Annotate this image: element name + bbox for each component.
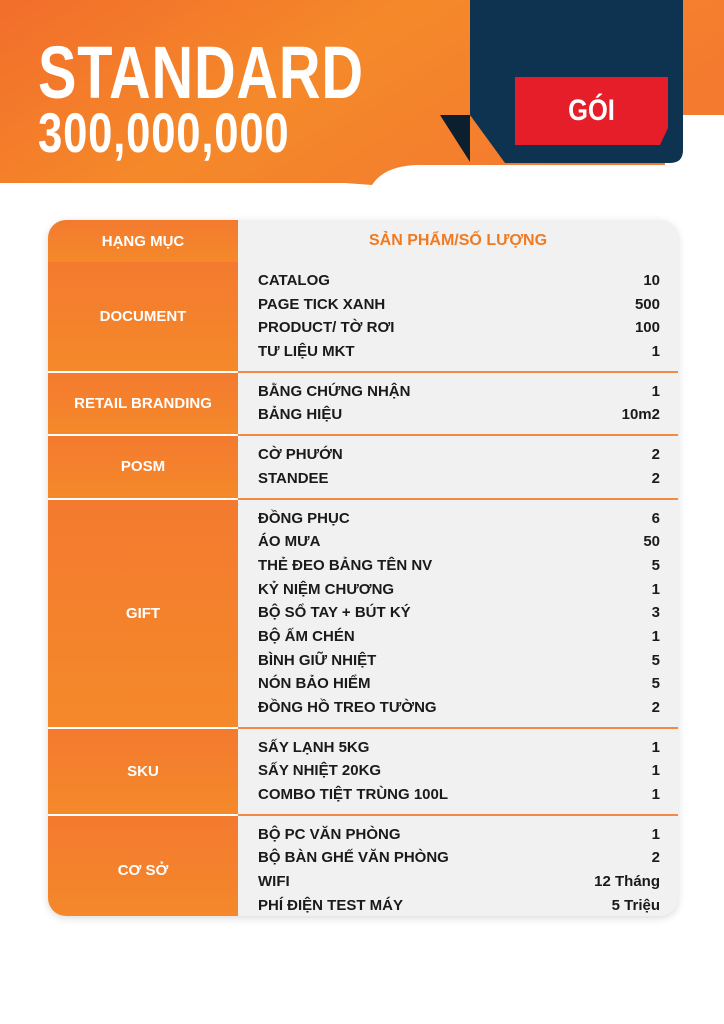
list-item: [258, 340, 660, 364]
list-item: [258, 783, 660, 807]
item-name: BỘ PC VĂN PHÒNG: [258, 825, 401, 843]
list-item: [258, 467, 660, 491]
item-name: BỘ ẤM CHÉN: [258, 627, 355, 645]
category-cell: CƠ SỞ: [48, 814, 238, 916]
item-name: BẢNG HIỆU: [258, 406, 343, 424]
list-item: [258, 269, 660, 293]
item-name: SẤY LẠNH 5KG: [258, 738, 370, 756]
list-item: [258, 293, 660, 317]
item-qty: 2: [651, 699, 660, 716]
package-table: [48, 220, 678, 916]
item-qty: 5 Triệu: [611, 896, 660, 914]
list-item: [258, 601, 660, 625]
item-name: SẤY NHIỆT 20KG: [258, 762, 382, 780]
item-name: CỜ PHƯỚN: [258, 446, 343, 464]
items-cell: [238, 262, 678, 371]
column-header-product: SẢN PHẨM/SỐ LƯỢNG: [368, 232, 548, 249]
category-cell: RETAIL BRANDING: [48, 371, 238, 434]
table-section: [48, 434, 678, 497]
item-qty: 1: [651, 762, 660, 780]
item-qty: 1: [651, 738, 660, 756]
package-badge: [515, 77, 668, 145]
table-section: [48, 814, 678, 916]
table-header: [48, 220, 678, 262]
item-qty: 12 Tháng: [594, 873, 660, 891]
category-cell: DOCUMENT: [48, 262, 238, 371]
list-item: [258, 507, 660, 531]
item-qty: 100: [634, 319, 660, 337]
category-cell: POSM: [48, 434, 238, 497]
table-section: [48, 371, 678, 434]
items-cell: [238, 373, 678, 434]
items-cell: [238, 816, 678, 916]
header-banner: [0, 0, 724, 190]
item-name: ĐỒNG HỒ TREO TƯỜNG: [258, 699, 437, 716]
item-qty: 5: [651, 675, 660, 693]
list-item: [258, 625, 660, 649]
items-cell: [238, 436, 678, 497]
item-qty: 1: [651, 825, 660, 843]
category-cell: SKU: [48, 727, 238, 814]
list-item: [258, 578, 660, 602]
item-qty: 500: [634, 295, 660, 313]
item-qty: 50: [643, 533, 660, 551]
table-section: [48, 262, 678, 371]
list-item: [258, 403, 660, 427]
item-name: PAGE TICK XANH: [258, 295, 386, 313]
item-qty: 2: [651, 446, 660, 464]
list-item: [258, 759, 660, 783]
item-qty: 1: [651, 343, 660, 361]
item-name: ĐỒNG PHỤC: [258, 509, 350, 527]
list-item: [258, 316, 660, 340]
item-name: KỶ NIỆM CHƯƠNG: [258, 580, 395, 598]
item-name: NÓN BẢO HIỂM: [258, 675, 371, 693]
package-price: 300,000,000: [38, 101, 290, 164]
item-name: WIFI: [258, 873, 290, 891]
item-qty: 1: [651, 786, 660, 804]
package-title: STANDARD: [38, 31, 364, 114]
item-name: CATALOG: [258, 272, 330, 289]
list-item: [258, 736, 660, 760]
item-name: BÌNH GIỮ NHIỆT: [258, 651, 377, 669]
item-name: ÁO MƯA: [258, 533, 321, 551]
item-name: THẺ ĐEO BẢNG TÊN NV: [258, 556, 433, 574]
list-item: [258, 672, 660, 696]
list-item: [258, 894, 660, 916]
item-name: BỘ SỔ TAY + BÚT KÝ: [258, 604, 411, 622]
badge-label: GÓI: [568, 94, 615, 127]
item-qty: 1: [651, 580, 660, 598]
item-qty: 6: [651, 509, 660, 527]
item-name: BỘ BÀN GHẾ VĂN PHÒNG: [258, 849, 449, 867]
item-name: STANDEE: [258, 469, 329, 487]
item-name: BẰNG CHỨNG NHẬN: [258, 382, 411, 400]
item-qty: 3: [651, 604, 660, 622]
list-item: [258, 696, 660, 720]
list-item: [258, 380, 660, 404]
category-cell: GIFT: [48, 498, 238, 727]
list-item: [258, 443, 660, 467]
item-qty: 10m2: [621, 406, 660, 424]
item-qty: 10: [643, 272, 660, 289]
list-item: [258, 530, 660, 554]
item-qty: 1: [651, 382, 660, 400]
list-item: [258, 846, 660, 870]
table-section: [48, 498, 678, 727]
items-cell: [238, 500, 678, 727]
column-header-category: HẠNG MỤC: [48, 220, 238, 262]
item-name: COMBO TIỆT TRÙNG 100L: [258, 786, 449, 804]
list-item: [258, 649, 660, 673]
table-section: [48, 727, 678, 814]
items-cell: [238, 729, 678, 814]
item-qty: 2: [651, 849, 660, 867]
item-qty: 5: [651, 556, 660, 574]
item-qty: 5: [651, 651, 660, 669]
item-qty: 1: [651, 627, 660, 645]
item-name: PRODUCT/ TỜ RƠI: [258, 319, 395, 337]
item-qty: 2: [651, 469, 660, 487]
list-item: [258, 823, 660, 847]
list-item: [258, 554, 660, 578]
item-name: PHÍ ĐIỆN TEST MÁY: [258, 896, 404, 914]
item-name: TƯ LIỆU MKT: [258, 343, 355, 361]
list-item: [258, 870, 660, 894]
